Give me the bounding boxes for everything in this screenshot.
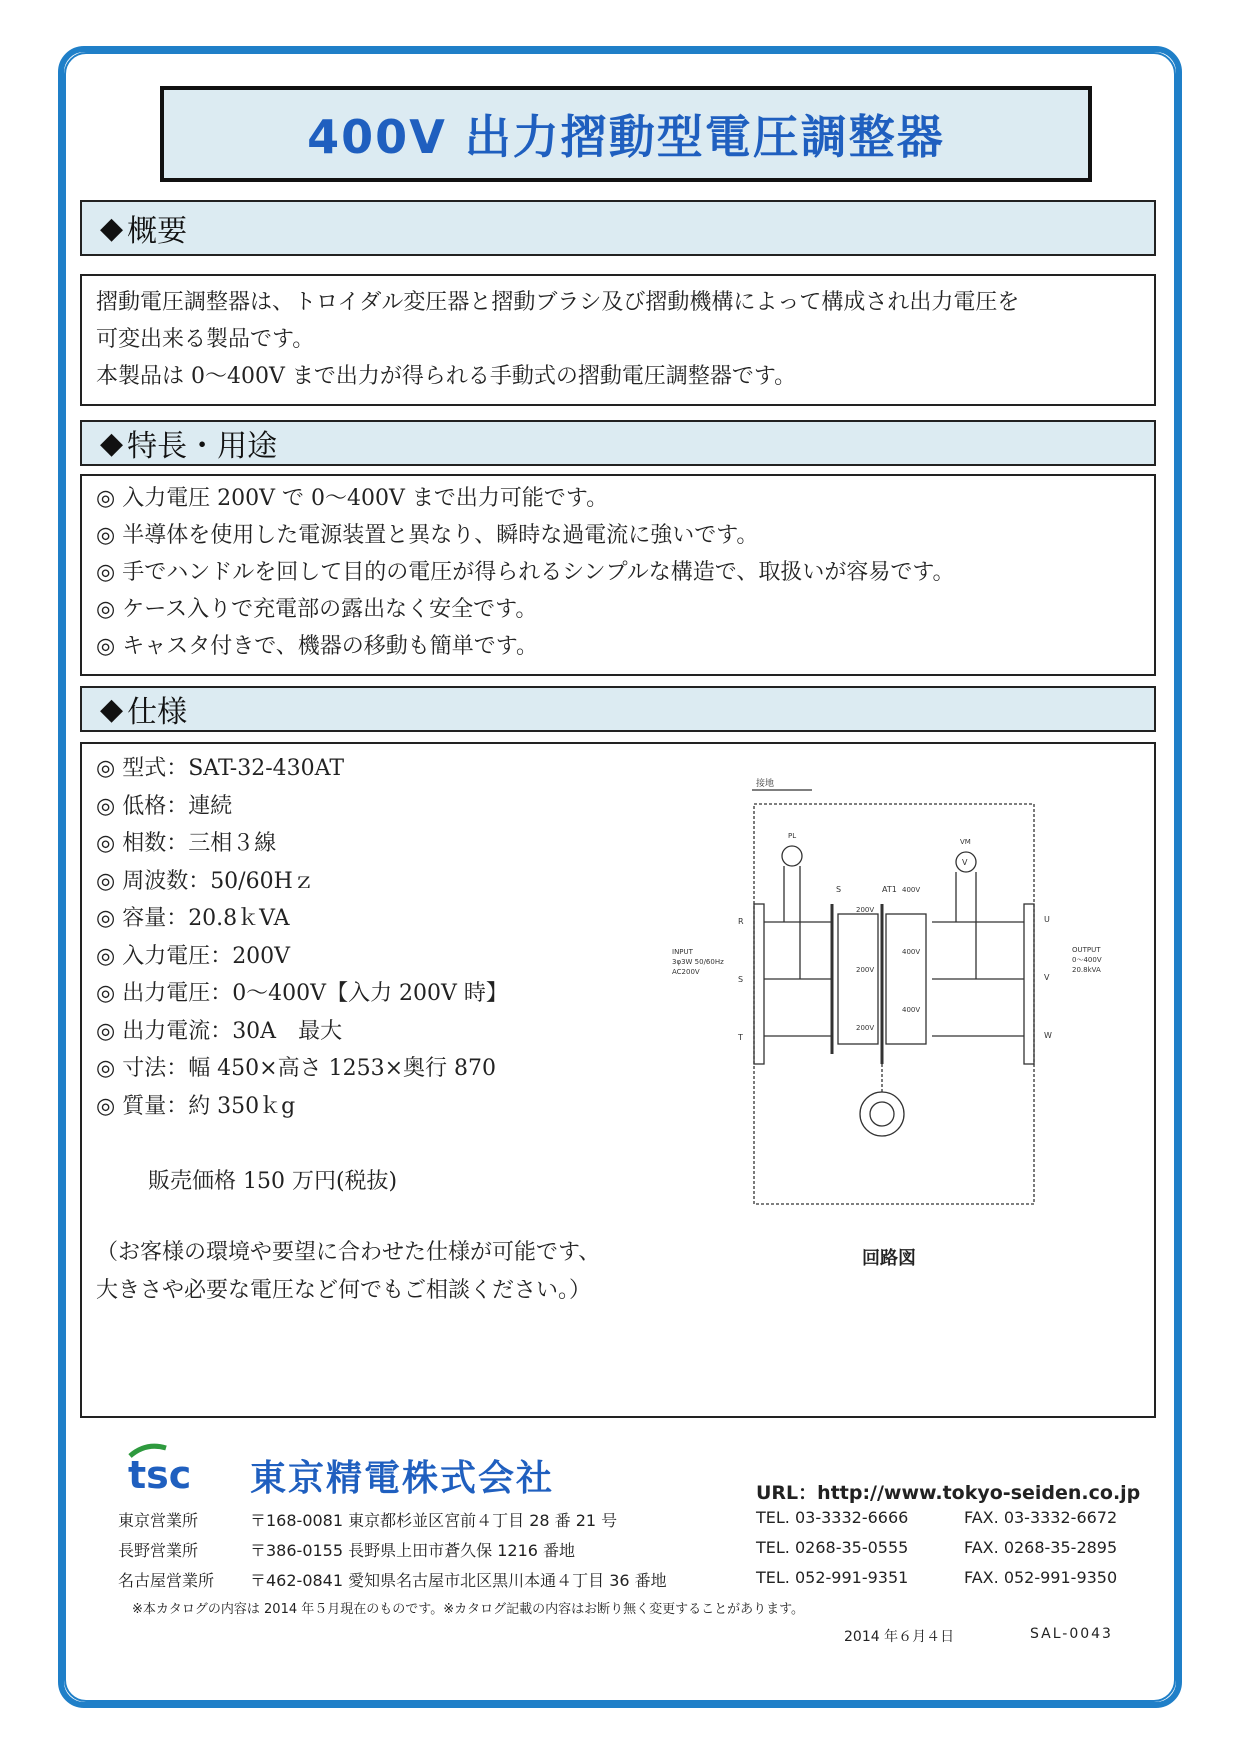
diamond-icon: ◆: [100, 210, 124, 246]
feature-item: ◎ 入力電圧 200V で 0〜400V まで出力可能です。: [96, 486, 609, 511]
feature-item: ◎ ケース入りで充電部の露出なく安全です。: [96, 597, 538, 622]
ground-label: 接地: [756, 779, 775, 789]
tap-400v-label: 400V: [902, 1006, 921, 1014]
at1-label: AT1: [882, 885, 897, 894]
overview-heading: 概要: [127, 214, 188, 249]
title-banner: [160, 86, 1092, 182]
spec-item: ◎ 出力電圧：0〜400V【入力 200V 時】: [96, 981, 508, 1006]
company-url[interactable]: URL：http://www.tokyo-seiden.co.jp: [756, 1482, 1141, 1504]
specs-heading: 仕様: [127, 695, 188, 730]
circuit-caption: 回路図: [862, 1248, 916, 1269]
office-address: 〒386-0155 長野県上田市蒼久保 1216 番地: [250, 1541, 576, 1560]
features-heading: 特長・用途: [127, 429, 278, 464]
feature-item: ◎ 半導体を使用した電源装置と異なり、瞬時な過電流に強いです。: [96, 523, 759, 548]
office-name: 名古屋営業所: [118, 1571, 215, 1590]
features-box: [80, 474, 1156, 676]
handle-icon: [860, 1092, 904, 1136]
tap-200v-label: 200V: [856, 1024, 875, 1032]
spec-item: ◎ 入力電圧：200V: [96, 943, 291, 969]
office-name: 東京営業所: [118, 1511, 199, 1530]
custom-note-line: 大きさや必要な電圧など何でもご相談ください。）: [96, 1278, 592, 1303]
terminal-w-label: W: [1044, 1031, 1052, 1040]
output-capacity: 20.8kVA: [1072, 966, 1101, 974]
specs-box: [80, 742, 1156, 1418]
catalog-note: ※本カタログの内容は 2014 年５月現在のものです。※カタログ記載の内容はお断り無く変更することがあります。: [132, 1602, 805, 1617]
pl-label: PL: [788, 832, 797, 840]
spec-item: ◎ 寸法：幅 450×高さ 1253×奥行 870: [96, 1056, 497, 1081]
feature-item: ◎ 手でハンドルを回して目的の電圧が得られるシンプルな構造で、取扱いが容易です。: [96, 560, 955, 585]
input-voltage: AC200V: [672, 968, 700, 976]
office-fax: FAX. 0268-35-2895: [964, 1538, 1118, 1557]
transformer-winding: [886, 914, 926, 1044]
ground-frame: [754, 804, 1034, 1204]
handle-hub: [870, 1102, 894, 1126]
output-range: 0〜400V: [1072, 956, 1102, 964]
office-fax: FAX. 052-991-9350: [964, 1568, 1118, 1587]
terminal-s-label: S: [738, 975, 744, 984]
input-label: INPUT: [672, 948, 693, 956]
diamond-icon: ◆: [100, 425, 124, 461]
input-terminal-block: [754, 904, 764, 1064]
terminal-t-label: T: [738, 1033, 743, 1042]
office-name: 長野営業所: [118, 1541, 199, 1560]
terminal-u-label: U: [1044, 915, 1050, 924]
terminal-r-label: R: [738, 917, 744, 926]
tap-400v-label: 400V: [902, 886, 921, 894]
office-tel: TEL. 03-3332-6666: [756, 1508, 909, 1527]
vm-label: VM: [960, 838, 971, 846]
overview-box: [80, 274, 1156, 406]
spec-item: ◎ 出力電流：30A 最大: [96, 1018, 343, 1044]
circuit-diagram: [672, 774, 1152, 1254]
office-address: 〒168-0081 東京都杉並区宮前４丁目 28 番 21 号: [250, 1511, 618, 1530]
input-spec: 3φ3W 50/60Hz: [672, 958, 724, 966]
spec-item: ◎ 型式：SAT-32-430AT: [96, 756, 344, 781]
logo-text: tsc: [128, 1453, 192, 1497]
office-tel: TEL. 052-991-9351: [756, 1568, 909, 1587]
sale-price: 販売価格 150 万円(税抜): [148, 1169, 398, 1194]
office-tel: TEL. 0268-35-0555: [756, 1538, 909, 1557]
issue-date: 2014 年６月４日: [844, 1629, 955, 1645]
section-header-specs: [80, 686, 1156, 732]
document-code: SAL-0043: [1030, 1626, 1113, 1642]
spec-item: ◎ 周波数：50/60Hｚ: [96, 868, 315, 894]
voltmeter-symbol: V: [962, 858, 968, 867]
spec-item: ◎ 質量：約 350ｋg: [96, 1093, 296, 1119]
diamond-icon: ◆: [100, 691, 124, 727]
output-label: OUTPUT: [1072, 946, 1101, 954]
feature-item: ◎ キャスタ付きで、機器の移動も簡単です。: [96, 634, 538, 659]
spec-item: ◎ 低格：連続: [96, 793, 233, 819]
page-title: 400V 出力摺動型電圧調整器: [307, 110, 945, 164]
switch-label: S: [836, 885, 842, 894]
output-terminal-block: [1024, 904, 1034, 1064]
overview-line: 本製品は 0〜400V まで出力が得られる手動式の摺動電圧調整器です。: [96, 364, 797, 389]
spec-list: [96, 750, 508, 1125]
section-header-overview: [80, 200, 1156, 256]
tap-200v-label: 200V: [856, 966, 875, 974]
custom-note-line: （お客様の環境や要望に合わせた仕様が可能です、: [96, 1240, 601, 1265]
overview-line: 摺動電圧調整器は、トロイダル変圧器と摺動ブラシ及び摺動機構によって構成され出力電圧を: [96, 290, 1020, 315]
overview-line: 可変出来る製品です。: [96, 327, 315, 352]
tap-400v-label: 400V: [902, 948, 921, 956]
custom-note: [96, 1234, 600, 1310]
spec-item: ◎ 容量：20.8ｋVA: [96, 906, 290, 931]
pilot-lamp: [782, 846, 802, 866]
section-header-features: [80, 420, 1156, 466]
office-fax: FAX. 03-3332-6672: [964, 1508, 1118, 1527]
company-logo: [126, 1438, 222, 1497]
tap-200v-label: 200V: [856, 906, 875, 914]
spec-item: ◎ 相数：三相３線: [96, 831, 277, 856]
terminal-v-label: V: [1044, 973, 1050, 982]
office-address: 〒462-0841 愛知県名古屋市北区黒川本通４丁目 36 番地: [250, 1571, 667, 1590]
company-name: 東京精電株式会社: [250, 1458, 555, 1499]
